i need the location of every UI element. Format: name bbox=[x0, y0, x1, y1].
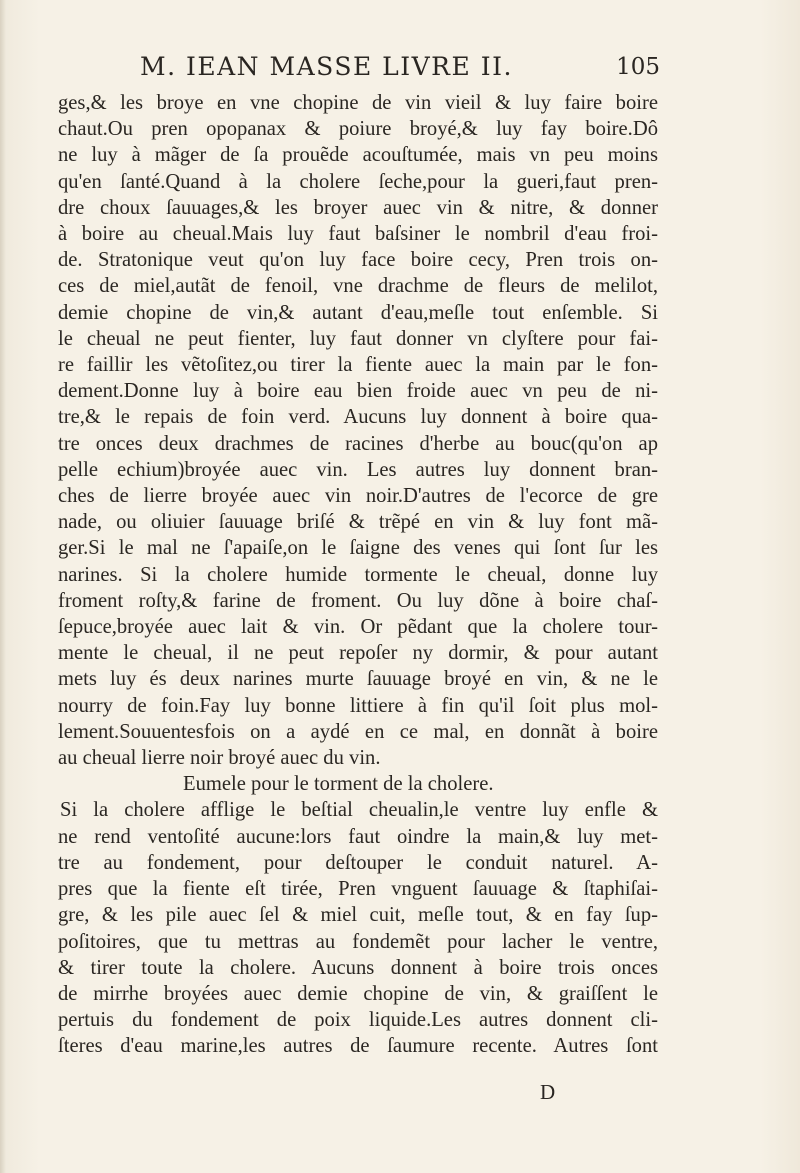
text-line: qu'en ſanté.Quand à la cholere ſeche,pour la gueri,faut pren- bbox=[58, 170, 658, 193]
text-line: tre,& le repais de foin verd. Aucuns luy donnent à boire qua- bbox=[58, 406, 658, 429]
text-line: re faillir les vẽtoſitez,ou tirer la fiente auec la main par le fon- bbox=[58, 354, 658, 377]
text-line: & tirer toute la cholere. Aucuns donnent à boire trois onces bbox=[58, 956, 658, 979]
text-line: pres que la fiente eſt tirée, Pren vnguent ſauuage & ſtaphiſai- bbox=[58, 878, 658, 901]
text-line: froment roſty,& farine de froment. Ou luy dõne à boire chaſ- bbox=[58, 589, 658, 612]
text-line: ches de lierre broyée auec vin noir.D'autres de l'ecorce de gre bbox=[58, 485, 658, 508]
running-header bbox=[140, 52, 660, 88]
text-line: ſepuce,broyée auec lait & vin. Or pẽdant que la cholere tour- bbox=[58, 616, 658, 639]
running-title: M. IEAN MASSE LIVRE II. bbox=[140, 52, 513, 81]
text-line: le cheual ne peut fienter, luy faut donner vn clyſtere pour fai- bbox=[58, 327, 658, 350]
text-line: pelle echium)broyée auec vin. Les autres luy donnent bran- bbox=[58, 458, 658, 481]
text-line: au cheual lierre noir broyé auec du vin. bbox=[58, 747, 381, 770]
text-line: à boire au cheual.Mais luy faut baſsiner le nombril d'eau froi- bbox=[58, 223, 658, 246]
text-line: tre au fondement, pour deſtouper le conduit naturel. A- bbox=[58, 851, 658, 874]
text-line: nourry de foin.Fay luy bonne littiere à fin qu'il ſoit plus mol- bbox=[58, 694, 658, 717]
text-line: ces de miel,autãt de fenoil, vne drachme de fleurs de melilot, bbox=[58, 275, 658, 298]
text-line: nade, ou oliuier ſauuage briſé & trẽpé en vin & luy font mã- bbox=[58, 511, 658, 534]
text-line: ne luy à mãger de ſa prouẽde acouſtumée, mais vn peu moins bbox=[58, 144, 658, 167]
page-number: 105 bbox=[616, 54, 660, 80]
text-line: poſitoires, que tu mettras au fondemẽt pour lacher le ventre, bbox=[58, 930, 658, 953]
text-line: mente le cheual, il ne peut repoſer ny dormir, & pour autant bbox=[58, 642, 658, 665]
page-edge-shadow bbox=[0, 0, 6, 1173]
text-line: gre, & les pile auec ſel & miel cuit, meſle tout, & en fay ſup- bbox=[58, 904, 658, 927]
signature-mark: D bbox=[540, 1080, 556, 1104]
text-line: ſteres d'eau marine,les autres de ſaumure recente. Autres ſont bbox=[58, 1035, 658, 1058]
text-line: de mirrhe broyées auec demie chopine de vin, & graiſſent le bbox=[58, 982, 658, 1005]
text-line: tre onces deux drachmes de racines d'herbe au bouc(qu'on ap bbox=[58, 432, 658, 455]
text-line: dement.Donne luy à boire eau bien froide auec vn peu de ni- bbox=[58, 380, 658, 403]
text-line: ne rend ventoſité aucune:lors faut oindre la main,& luy met- bbox=[58, 825, 658, 848]
text-line: pertuis du fondement de poix liquide.Les autres donnent cli- bbox=[58, 1009, 658, 1032]
text-line: ges,& les broye en vne chopine de vin vieil & luy faire boire bbox=[58, 92, 658, 114]
section-heading: Eumele pour le torment de la cholere. bbox=[183, 773, 494, 796]
text-line: mets luy és deux narines murte ſauuage broyé en vin, & ne le bbox=[58, 668, 658, 691]
text-line: demie chopine de vin,& autant d'eau,meſle tout enſemble. Si bbox=[58, 301, 658, 324]
text-line: chaut.Ou pren opopanax & poiure broyé,& luy fay boire.Dô bbox=[58, 118, 658, 141]
body-text bbox=[58, 90, 658, 1060]
text-line: lement.Souuentesfois on a aydé en ce mal, en donnãt à boire bbox=[58, 720, 658, 743]
text-line: ger.Si le mal ne ſ'apaiſe,on le ſaigne des venes qui ſont ſur les bbox=[58, 537, 658, 560]
text-line: dre choux ſauuages,& les broyer auec vin & nitre, & donner bbox=[58, 196, 658, 219]
text-line: de. Stratonique veut qu'on luy face boire cecy, Pren trois on- bbox=[58, 249, 658, 272]
text-line: narines. Si la cholere humide tormente le cheual, donne luy bbox=[58, 563, 658, 586]
text-line: Si la cholere afflige le beſtial cheualin,le ventre luy enfle & bbox=[60, 799, 658, 822]
